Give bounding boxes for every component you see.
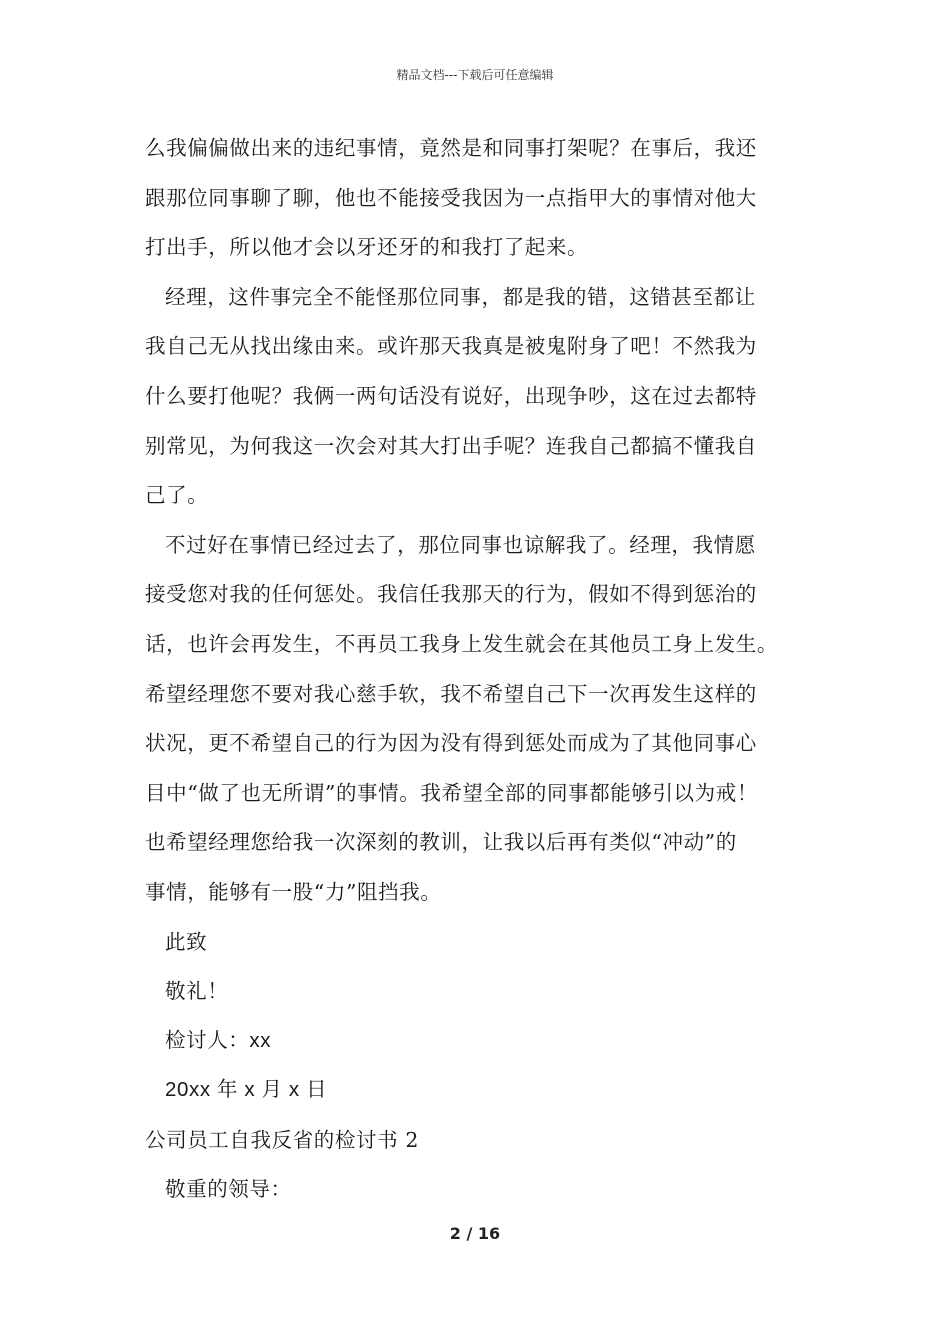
paragraph-line: 什么要打他呢？我俩一两句话没有说好，出现争吵，这在过去都特: [145, 383, 757, 408]
paragraph-line: 希望经理您不要对我心慈手软，我不希望自己下一次再发生这样的: [145, 681, 757, 706]
paragraph-line: 打出手，所以他才会以牙还牙的和我打了起来。: [145, 235, 589, 260]
section-title: 公司员工自我反省的检讨书 2: [145, 1127, 419, 1152]
paragraph-line: 也希望经理您给我一次深刻的教训，让我以后再有类似“冲动”的: [145, 830, 737, 855]
paragraph-line: 么我偏偏做出来的违纪事情，竟然是和同事打架呢？在事后，我还: [145, 136, 757, 160]
letter-greeting: 敬重的领导：: [165, 1177, 292, 1202]
paragraph-line: 别常见，为何我这一次会对其大打出手呢？连我自己都搞不懂我自: [145, 433, 757, 458]
signature-line: 检讨人：xx: [165, 1028, 272, 1052]
closing-salutation: 此致: [165, 929, 208, 954]
paragraph-line: 话，也许会再发生，不再员工我身上发生就会在其他员工身上发生。: [145, 631, 778, 656]
document-body: [145, 128, 835, 1219]
paragraph-line: 经理，这件事完全不能怪那位同事，都是我的错，这错甚至都让: [165, 284, 756, 309]
paragraph-line: 事情，能够有一股“力”阻挡我。: [145, 879, 442, 904]
paragraph-line: 跟那位同事聊了聊，他也不能接受我因为一点指甲大的事情对他大: [145, 185, 757, 210]
paragraph-line: 不过好在事情已经过去了，那位同事也谅解我了。经理，我情愿: [165, 532, 756, 557]
page-indicator: 2 / 16: [449, 1224, 501, 1243]
paragraph-line: 目中“做了也无所谓”的事情。我希望全部的同事都能够引以为戒！: [145, 780, 758, 805]
paragraph-line: 己了。: [145, 483, 209, 508]
closing-regards: 敬礼！: [165, 979, 229, 1004]
page-header: 精品文档---下载后可任意编辑: [396, 68, 554, 82]
date-line: 20xx 年 x 月 x 日: [165, 1078, 328, 1102]
paragraph-line: 状况，更不希望自己的行为因为没有得到惩处而成为了其他同事心: [145, 731, 757, 756]
paragraph-line: 我自己无从找出缘由来。或许那天我真是被鬼附身了吧！不然我为: [145, 334, 757, 359]
paragraph-line: 接受您对我的任何惩处。我信任我那天的行为，假如不得到惩治的: [145, 582, 757, 607]
